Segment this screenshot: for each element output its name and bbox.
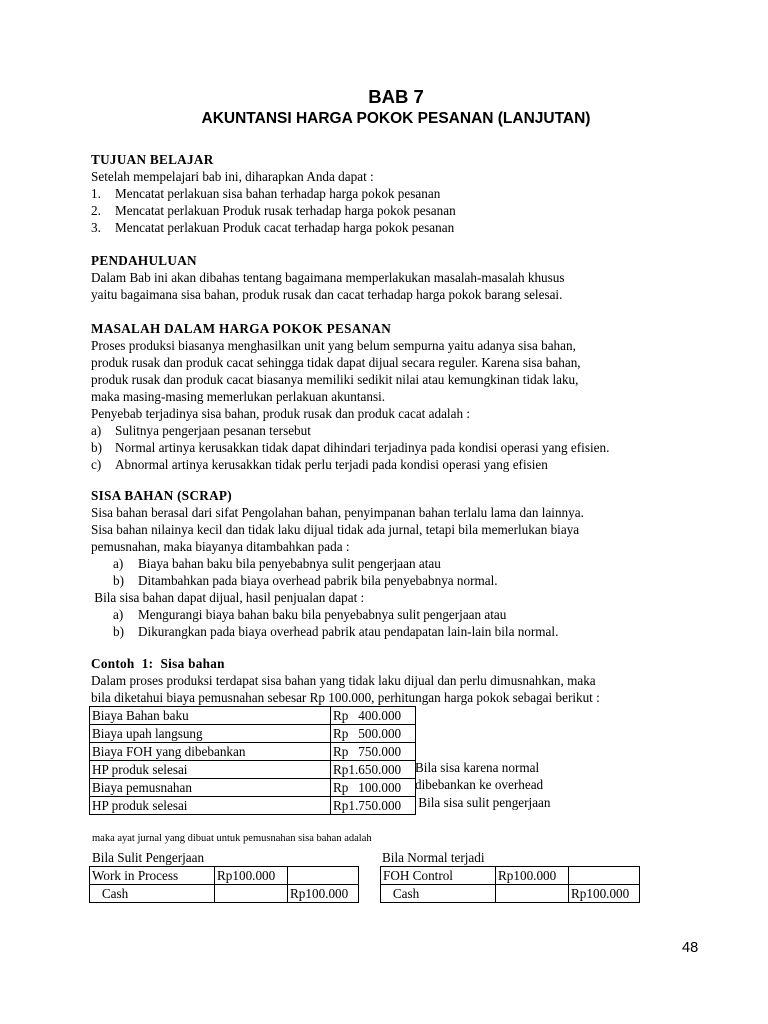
table-row xyxy=(90,797,416,815)
paragraph-line: bila diketahui biaya pemusnahan sebesar Rp 100.000, perhitungan harga pokok sebagai berikut : xyxy=(91,690,600,705)
journal-account: FOH Control xyxy=(381,867,496,885)
table-row xyxy=(90,761,416,779)
list-item xyxy=(91,555,711,572)
table-row xyxy=(381,867,640,885)
cost-note xyxy=(415,741,551,759)
section-contoh xyxy=(91,655,711,706)
example-title: Contoh 1: Sisa bahan xyxy=(91,656,225,671)
cost-note: dibebankan ke overhead xyxy=(415,777,544,793)
journal-left-label: Bila Sulit Pengerjaan xyxy=(92,850,205,865)
section-title: MASALAH DALAM HARGA POKOK PESANAN xyxy=(91,321,392,336)
chapter-heading: BAB 7 xyxy=(368,86,424,107)
journal-account: Work in Process xyxy=(90,867,215,885)
journal-debit: Rp100.000 xyxy=(496,867,569,885)
list-item xyxy=(91,623,711,640)
list-number: c) xyxy=(91,457,102,472)
paragraph-line: produk rusak dan produk cacat biasanya memiliki sedikit nilai atau kemungkinan tidak laku, xyxy=(91,372,579,387)
table-row xyxy=(90,867,359,885)
paragraph-line: Proses produksi biasanya menghasilkan unit yang belum sempurna yaitu adanya sisa bahan, xyxy=(91,338,576,353)
section-masalah xyxy=(91,320,711,473)
section-title: TUJUAN BELAJAR xyxy=(91,152,214,167)
journal-right-label: Bila Normal terjadi xyxy=(382,850,485,865)
cost-note xyxy=(415,724,551,742)
paragraph-line: pemusnahan, maka biayanya ditambahkan pada : xyxy=(91,539,350,554)
paragraph-line: Bila sisa bahan dapat dijual, hasil penjualan dapat : xyxy=(91,590,365,605)
list-text: Sulitnya pengerjaan pesanan tersebut xyxy=(115,423,311,438)
table-row xyxy=(90,743,416,761)
list-item xyxy=(91,606,711,623)
list-number: a) xyxy=(113,607,124,622)
list-item xyxy=(91,456,711,473)
list-text: Normal artinya kerusakkan tidak dapat dihindari terjadinya pada kondisi operasi yang efisien. xyxy=(115,440,610,455)
section-tujuan xyxy=(91,151,711,236)
journal-note: maka ayat jurnal yang dibuat untuk pemusnahan sisa bahan adalah xyxy=(92,833,372,844)
paragraph-line: Dalam proses produksi terdapat sisa bahan yang tidak laku dijual dan perlu dimusnahkan, maka xyxy=(91,673,596,688)
paragraph-line: Penyebab terjadinya sisa bahan, produk rusak dan produk cacat adalah : xyxy=(91,406,471,421)
cost-note: Bila sisa karena normal xyxy=(415,759,540,775)
cost-label: HP produk selesai xyxy=(90,761,331,779)
list-number: a) xyxy=(91,423,102,438)
paragraph-line: produk rusak dan produk cacat sehingga tidak dapat dijual secara reguler. Karena sisa bahan, xyxy=(91,355,581,370)
list-number: b) xyxy=(91,440,102,455)
table-row xyxy=(90,707,416,725)
journal-debit xyxy=(496,885,569,903)
list-item xyxy=(91,219,711,236)
chapter-title: AKUNTANSI HARGA POKOK PESANAN (LANJUTAN) xyxy=(201,110,591,127)
list-item xyxy=(91,202,711,219)
list-text: Mengurangi biaya bahan baku bila penyebabnya sulit pengerjaan atau xyxy=(138,607,507,622)
paragraph-line: Setelah mempelajari bab ini, diharapkan Anda dapat : xyxy=(91,169,374,184)
list-number: a) xyxy=(113,556,124,571)
section-sisa-bahan xyxy=(91,487,711,640)
page-number: 48 xyxy=(682,940,699,956)
table-row xyxy=(90,779,416,797)
cost-label: HP produk selesai xyxy=(90,797,331,815)
section-title: PENDAHULUAN xyxy=(91,253,197,268)
table-row xyxy=(90,725,416,743)
paragraph-line: Sisa bahan berasal dari sifat Pengolahan bahan, penyimpanan bahan terlalu lama dan lainnya. xyxy=(91,505,584,520)
list-number: b) xyxy=(113,573,124,588)
cost-label: Biaya upah langsung xyxy=(90,725,331,743)
paragraph-line: Dalam Bab ini akan dibahas tentang bagaimana memperlakukan masalah-masalah khusus xyxy=(91,270,565,285)
cost-label: Biaya pemusnahan xyxy=(90,779,331,797)
cost-value: Rp 500.000 xyxy=(331,725,416,743)
journal-account: Cash xyxy=(90,885,215,903)
journal-table-right xyxy=(380,866,640,903)
cost-value: Rp1.650.000 xyxy=(331,761,416,779)
paragraph-line: maka masing-masing memerlukan perlakuan akuntansi. xyxy=(91,389,386,404)
list-text: Mencatat perlakuan sisa bahan terhadap harga pokok pesanan xyxy=(115,186,441,201)
journal-credit xyxy=(569,867,640,885)
section-title: SISA BAHAN (SCRAP) xyxy=(91,488,232,503)
cost-value: Rp1.750.000 xyxy=(331,797,416,815)
journal-table-left xyxy=(89,866,359,903)
journal-debit: Rp100.000 xyxy=(215,867,288,885)
list-text: Mencatat perlakuan Produk rusak terhadap harga pokok pesanan xyxy=(115,203,456,218)
cost-table xyxy=(89,706,416,815)
list-text: Mencatat perlakuan Produk cacat terhadap harga pokok pesanan xyxy=(115,220,455,235)
journal-credit: Rp100.000 xyxy=(569,885,640,903)
cost-notes xyxy=(415,706,551,812)
list-number: 2. xyxy=(91,203,101,218)
paragraph-line: yaitu bagaimana sisa bahan, produk rusak dan cacat terhadap harga pokok barang selesai. xyxy=(91,287,563,302)
cost-label: Biaya FOH yang dibebankan xyxy=(90,743,331,761)
cost-value: Rp 750.000 xyxy=(331,743,416,761)
cost-note xyxy=(415,706,551,724)
journal-debit xyxy=(215,885,288,903)
table-row xyxy=(381,885,640,903)
list-text: Biaya bahan baku bila penyebabnya sulit pengerjaan atau xyxy=(138,556,441,571)
list-number: 1. xyxy=(91,186,101,201)
journal-credit xyxy=(288,867,359,885)
journal-account: Cash xyxy=(381,885,496,903)
cost-value: Rp 400.000 xyxy=(331,707,416,725)
section-pendahuluan xyxy=(91,252,711,303)
list-text: Abnormal artinya kerusakkan tidak perlu terjadi pada kondisi operasi yang efisien xyxy=(115,457,548,472)
cost-value: Rp 100.000 xyxy=(331,779,416,797)
list-item xyxy=(91,422,711,439)
cost-label: Biaya Bahan baku xyxy=(90,707,331,725)
list-number: b) xyxy=(113,624,124,639)
list-text: Ditambahkan pada biaya overhead pabrik bila penyebabnya normal. xyxy=(138,573,498,588)
journal-credit: Rp100.000 xyxy=(288,885,359,903)
list-item xyxy=(91,185,711,202)
list-item xyxy=(91,572,711,589)
list-item xyxy=(91,439,711,456)
cost-note: Bila sisa sulit pengerjaan xyxy=(415,794,551,810)
list-number: 3. xyxy=(91,220,101,235)
paragraph-line: Sisa bahan nilainya kecil dan tidak laku dijual tidak ada jurnal, tetapi bila memerlukan biaya xyxy=(91,522,580,537)
list-text: Dikurangkan pada biaya overhead pabrik atau pendapatan lain-lain bila normal. xyxy=(138,624,559,639)
table-row xyxy=(90,885,359,903)
